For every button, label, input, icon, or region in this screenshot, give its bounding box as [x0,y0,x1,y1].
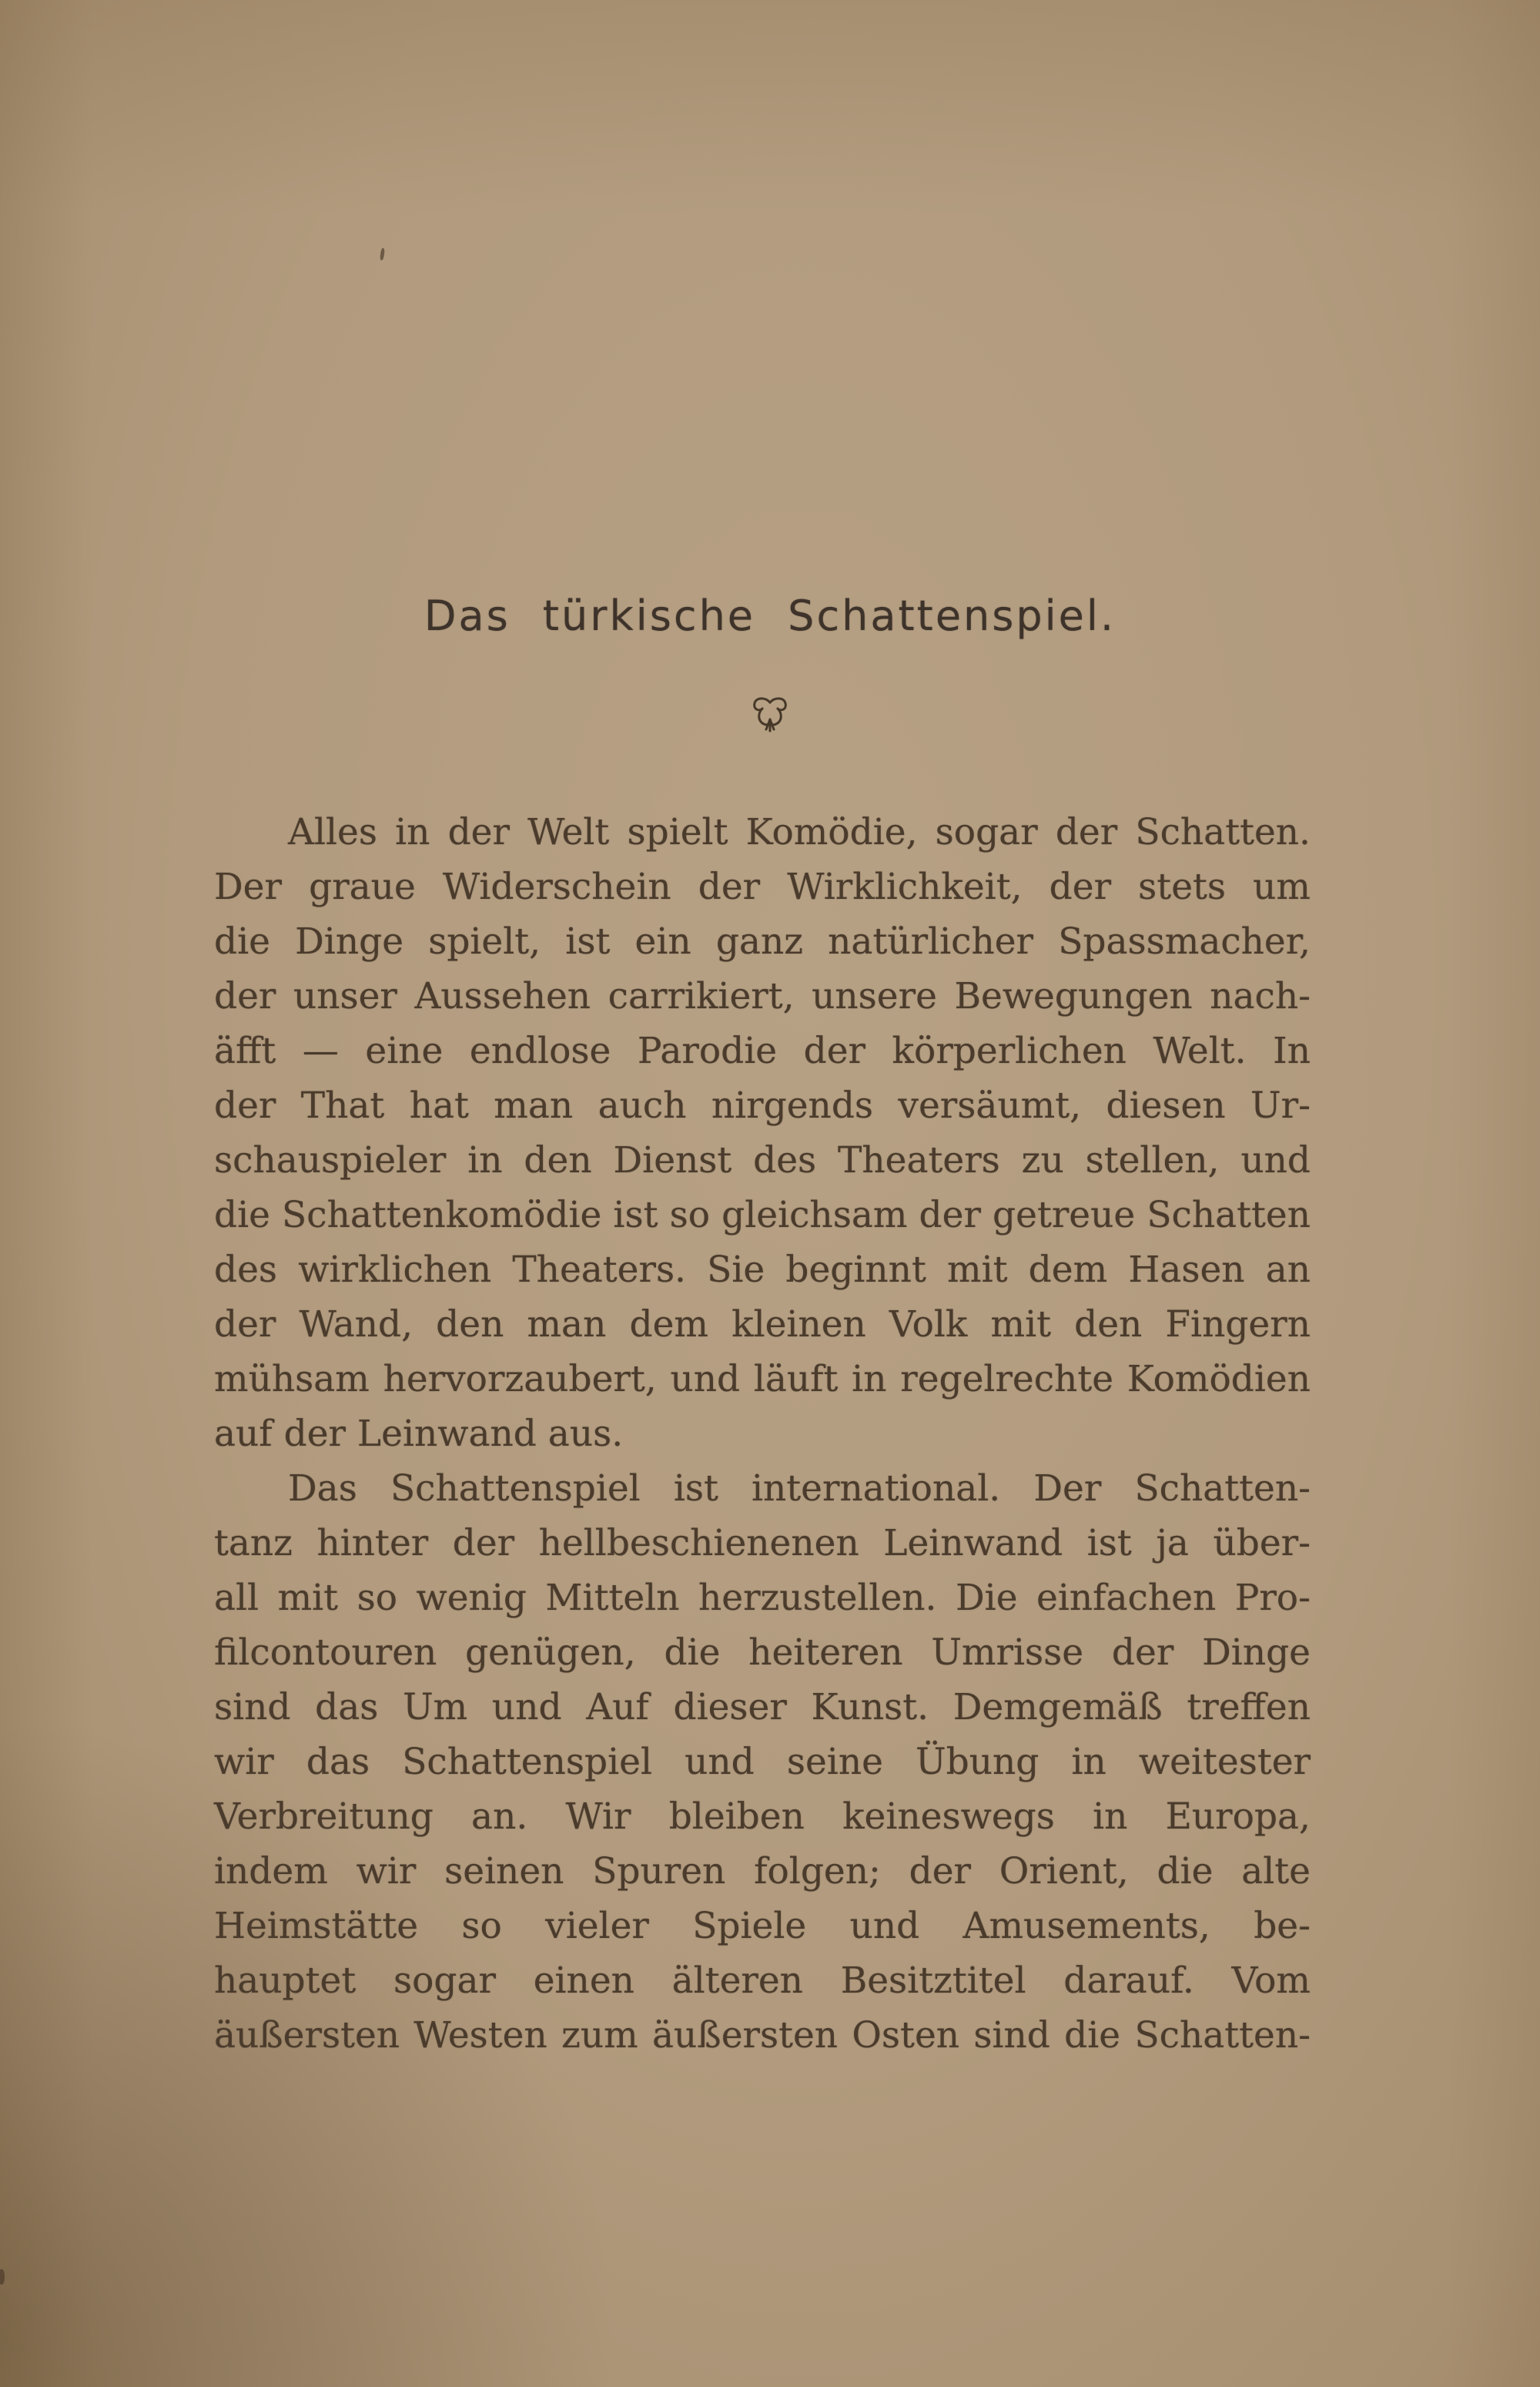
text-line: der That hat man auch nirgends versäumt, diesen Ur- [214,1085,1311,1127]
text-line: Das Schattenspiel ist international. Der Schatten- [288,1467,1311,1510]
text-line: tanz hinter der hellbeschienenen Leinwand ist ja über- [214,1522,1311,1564]
text-line: all mit so wenig Mitteln herzustellen. Die einfachen Pro- [214,1577,1311,1619]
text-line: der unser Aussehen carrikiert, unsere Bewegungen nach- [214,975,1311,1017]
text-line: auf der Leinwand aus. [214,1413,624,1455]
text-line: Verbreitung an. Wir bleiben keineswegs in Europa, [214,1795,1311,1838]
text-line: Heimstätte so vieler Spiele und Amusements, be- [214,1905,1311,1947]
fleuron-ornament-icon [0,696,1540,736]
text-line: die Dinge spielt, ist ein ganz natürlicher Spassmacher, [214,920,1311,963]
text-line: die Schattenkomödie ist so gleichsam der getreue Schatten [214,1194,1311,1236]
text-line: äußersten Westen zum äußersten Osten sind die Schatten- [214,2014,1311,2057]
text-line: des wirklichen Theaters. Sie beginnt mit dem Hasen an [214,1249,1311,1291]
text-line: wir das Schattenspiel und seine Übung in weitester [214,1741,1311,1783]
text-line: mühsam hervorzaubert, und läuft in regelrechte Komödien [214,1358,1311,1400]
text-line: Alles in der Welt spielt Komödie, sogar der Schatten. [288,811,1311,853]
text-line: sind das Um und Auf dieser Kunst. Demgemäß treffen [214,1686,1311,1728]
text-line: der Wand, den man dem kleinen Volk mit den Fingern [214,1303,1311,1346]
text-line: äfft — eine endlose Parodie der körperlichen Welt. In [214,1030,1311,1072]
text-line: filcontouren genügen, die heiteren Umrisse der Dinge [214,1631,1311,1674]
chapter-title: Das türkische Schattenspiel. [424,592,1116,640]
body-text [214,805,1311,2063]
text-line: hauptet sogar einen älteren Besitztitel darauf. Vom [214,1960,1311,2002]
text-line: indem wir seinen Spuren folgen; der Orient, die alte [214,1850,1311,1893]
text-line: Der graue Widerschein der Wirklichkeit, der stets um [214,866,1311,908]
scan-speck [380,248,385,261]
text-line: schauspieler in den Dienst des Theaters zu stellen, und [214,1139,1311,1182]
scan-speck [0,2269,5,2285]
